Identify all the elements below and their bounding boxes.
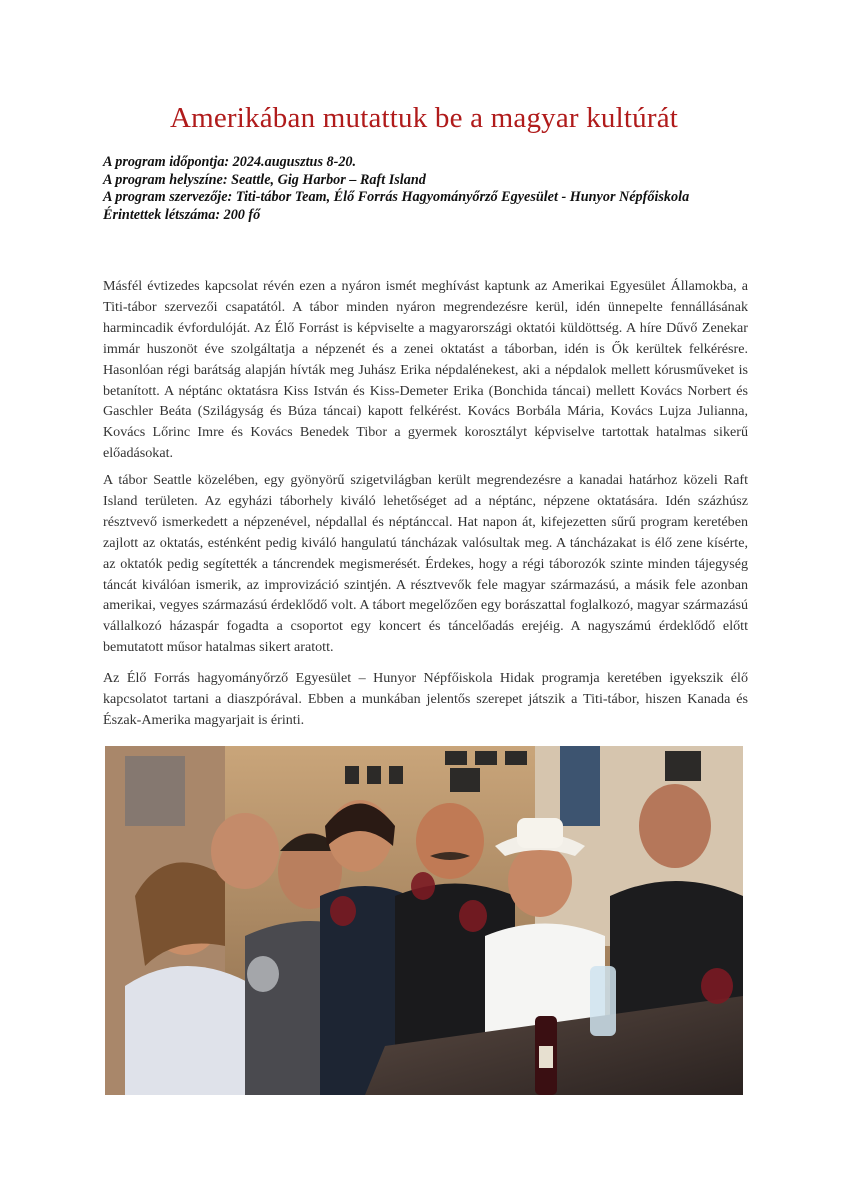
program-location: A program helyszíne: Seattle, Gig Harbor – Raft Island — [103, 171, 426, 188]
paragraph-1: Másfél évtizedes kapcsolat révén ezen a nyáron ismét meghívást kaptunk az Amerikai Egyesület Államokba, a Titi-tábor szervezői csapatától. A tábor minden nyáron megrendezésre kerül, idén ünnepelte fennállásának harmincadik évfordulóját. Az Élő Forrást is képviselte a magyarországi oktatói küldöttség. A híre Dűvő Zenekar immár huszonöt éve szolgáltatja a népzenét és a zenei oktatást a táborban, idén is Ők kerültek felkérésre. Hasonlóan régi barátság alapján hívták meg Juhász Erika népdalénekest, aki a népdalok mellett kórusműveket is betanított. A néptánc oktatásra Kiss István és Kiss-Demeter Erika (Bonchida táncai) mellett Kovács Norbert és Gaschler Beáta (Szilágyság és Búza táncai) kapott felkérést. Kovács Borbála Mária, Kovács Lujza Julianna, Kovács Lőrinc Imre és Kovács Benedek Tibor a gyermek korosztályt képviselve tartottak hatalmas sikerű előadásokat. — [103, 278, 748, 462]
paragraph-2: A tábor Seattle közelében, egy gyönyörű szigetvilágban került megrendezésre a kanadai határhoz közeli Raft Island területen. Az egyházi táborhely kiváló lehetőséget ad a néptánc, népzene oktatására. Idén százhúsz résztvevő ismerkedett a népzenével, népdallal és néptánccal. Hat napon át, kifejezetten sűrű program keretében zajlott az oktatás, esténként pedig kiváló hangulatú táncházak valósultak meg. A táncházakat is élő zene kísérte, az oktatók pedig segítették a táncrendek megismerését. Érdekes, hogy a régi táborozók szinte minden tájegység táncát kiválóan ismerik, az improvizáció szintjén. A résztvevők fele magyar származású, a másik fele azonban amerikai, vegyes származású érdeklődő volt. A tábort megelőzően egy borászattal foglalkozó, magyar származású vállalkozó házaspár fogadta a csoportot egy koncert és táncelőadás erejéig. A nagyszámú érdeklődő előtt bemutatott műsor hatalmas sikert aratott. — [103, 472, 748, 656]
program-organizer: A program szervezője: Titi-tábor Team, Élő Forrás Hagyományőrző Egyesület - Hunyor Népfőiskola — [103, 189, 690, 206]
page-title: Amerikában mutattuk be a magyar kultúrát — [169, 102, 679, 134]
program-details — [103, 154, 743, 224]
program-date: A program időpontja: 2024.augusztus 8-20. — [103, 154, 357, 170]
paragraph-3: Az Élő Forrás hagyományőrző Egyesület – Hunyor Népfőiskola Hidak programja keretében igyekszik élő kapcsolatot tartani a diaszpórával. Ebben a munkában jelentős szerepet játszik a Titi-tábor, hiszen Kanada és Észak-Amerika magyarjait is érinti. — [103, 670, 748, 728]
group-photo — [105, 746, 743, 1095]
participant-count: Érintettek létszáma: 200 fő — [103, 206, 261, 223]
